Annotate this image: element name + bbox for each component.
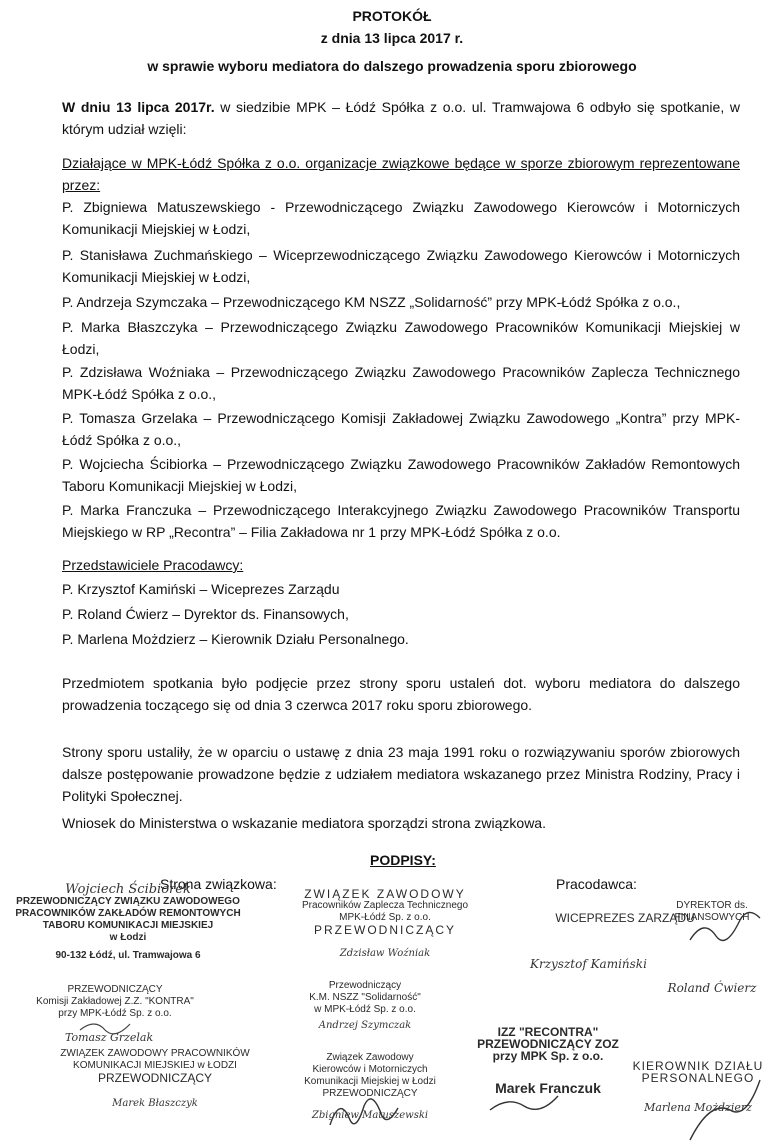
stamp-line: Przewodniczący <box>328 980 402 991</box>
union-rep-1: P. Zbigniewa Matuszewskiego - Przewodniczącego Związku Zawodowego Kierowców i Motorniczych Komunikacji Miejskiej w Łodzi, <box>62 199 740 237</box>
intro-paragraph <box>62 96 740 140</box>
signature-kaminski: Krzysztof Kamiński <box>530 957 647 971</box>
stamp-line: PRZEWODNICZĄCY ZOZ <box>477 1037 619 1051</box>
stamp-line: KOMUNIKACJI MIEJSKIEJ w ŁODZI <box>73 1060 237 1071</box>
signature-stroke <box>80 1024 130 1034</box>
signature-mozdzierz: Marlena Możdzierz <box>644 1101 752 1114</box>
stamp-line: przy MPK Sp. z o.o. <box>492 1049 604 1063</box>
signatures-heading <box>370 852 436 868</box>
document-date: z dnia 13 lipca 2017 r. <box>320 30 464 46</box>
stamp-line: PRZEWODNICZĄCY <box>314 923 456 937</box>
request-paragraph: Wniosek do Ministerstwa o wskazanie mediatora sporządzi strona związkowa. <box>62 815 546 831</box>
signature-blaszczyk: Marek Błaszczyk <box>112 1098 198 1109</box>
stamp-line: przy MPK-Łódź Sp. z o.o. <box>58 1008 172 1019</box>
stamp-line: ZWIĄZEK ZAWODOWY PRACOWNIKÓW <box>60 1048 250 1059</box>
union-rep-6: P. Tomasza Grzelaka – Przewodniczącego Komisji Zakładowej Związku Zawodowego „Kontra” przy MPK-Łódź Spółka z o.o., <box>62 410 740 448</box>
document-title: PROTOKÓŁ <box>352 8 432 24</box>
union-side-label: Strona związkowa: <box>160 876 277 892</box>
stamp-line: K.M. NSZZ "Solidarność" <box>309 992 421 1003</box>
signature-cwierz: Roland Ćwierz <box>667 981 757 995</box>
union-rep-2: P. Stanisława Zuchmańskiego – Wiceprzewodniczącego Związku Zawodowego Kierowców i Motorniczych Komunikacji Miejskiej w Łodzi, <box>62 247 740 285</box>
stamp-line: PRZEWODNICZĄCY <box>67 984 163 995</box>
stamp-line: PRZEWODNICZĄCY <box>98 1071 212 1085</box>
employer-rep-2: P. Roland Ćwierz – Dyrektor ds. Finansowych, <box>62 606 349 622</box>
stamp-line: w MPK-Łódź Sp. z o.o. <box>314 1004 416 1015</box>
stamp-line: Komisji Zakładowej Z.Z. "KONTRA" <box>36 996 194 1007</box>
employer-heading: Przedstawiciele Pracodawcy: <box>62 557 244 573</box>
signature-stroke <box>330 1099 398 1125</box>
stamp-line: PRZEWODNICZĄCY ZWIĄZKU ZAWODOWEGO <box>16 896 240 907</box>
stamp-line: IZZ "RECONTRA" <box>497 1025 599 1039</box>
unions-heading: Działające w MPK-Łódź Spółka z o.o. organizacje związkowe będące w sporze zbiorowym reprezentowane przez: <box>62 155 740 193</box>
signature-wozniak: Zdzisław Woźniak <box>339 948 431 959</box>
stamp-line: Komunikacji Miejskiej w Łodzi <box>304 1076 436 1087</box>
document-subject: w sprawie wyboru mediatora do dalszego prowadzenia sporu zbiorowego <box>147 58 637 74</box>
signature-szymczak: Andrzej Szymczak <box>318 1020 412 1031</box>
union-rep-3: P. Andrzeja Szymczaka – Przewodniczącego KM NSZZ „Solidarność” przy MPK-Łódź Spółka z o.o., <box>62 294 681 310</box>
handwritten-signature-strokes <box>0 880 784 1148</box>
signature-franczuk: Marek Franczuk <box>495 1080 601 1096</box>
intro-text: w siedzibie MPK – Łódź Spółka z o.o. ul. Tramwajowa 6 odbyło się spotkanie, w którym udział wzięli: <box>62 99 740 137</box>
signature-scibiorek: Wojciech Ścibiorek <box>65 882 191 897</box>
employer-rep-1: P. Krzysztof Kamiński – Wiceprezes Zarządu <box>62 581 340 597</box>
stamp-line: Związek Zawodowy <box>326 1052 414 1063</box>
stamp-line: 90-132 Łódź, ul. Tramwajowa 6 <box>55 950 201 961</box>
employer-side-label: Pracodawca: <box>556 876 637 892</box>
signature-stroke <box>690 912 760 940</box>
intro-date: W dniu 13 lipca 2017r. <box>62 99 215 115</box>
meeting-purpose-paragraph: Przedmiotem spotkania było podjęcie przez strony sporu ustaleń dot. wyboru mediatora do dalszego prowadzenia toczącego się od dnia 3 czerwca 2017 roku sporu zbiorowego. <box>62 675 740 713</box>
employer-rep-3: P. Marlena Możdzierz – Kierownik Działu Personalnego. <box>62 631 409 647</box>
stamp-line: MPK-Łódź Sp. z o.o. <box>339 912 431 923</box>
union-rep-8: P. Marka Franczuka – Przewodniczącego Interakcyjnego Związku Zawodowego Pracowników Transportu Miejskiego w RP „Recontra” – Filia Zakładowa nr 1 przy MPK-Łódź Spółka z o.o. <box>62 502 740 540</box>
agreement-paragraph: Strony sporu ustaliły, że w oparciu o ustawę z dnia 23 maja 1991 roku o rozwiązywaniu sporów zbiorowych dalsze postępowanie prowadzone będzie z udziałem mediatora wskazanego przez Ministra Rodziny, Pracy i Polityki Społecznej. <box>62 744 740 804</box>
stamp-line: TABORU KOMUNIKACJI MIEJSKIEJ <box>42 920 214 931</box>
stamp-line: DYREKTOR ds. FINANSOWYCH <box>674 900 750 923</box>
stamp-line: PERSONALNEGO <box>641 1071 755 1085</box>
signatures-heading-text: PODPISY: <box>370 852 436 868</box>
union-rep-7: P. Wojciecha Ścibiorka – Przewodniczącego Związku Zawodowego Pracowników Zakładów Remontowych Taboru Komunikacji Miejskiej w Łodzi, <box>62 456 740 494</box>
stamp-line: KIEROWNIK DZIAŁU <box>632 1059 764 1073</box>
stamp-line: Kierowców i Motorniczych <box>312 1064 428 1075</box>
stamp-line: WICEPREZES ZARZĄDU <box>555 911 695 925</box>
union-rep-4: P. Marka Błaszczyka – Przewodniczącego Związku Zawodowego Pracowników Komunikacji Miejskiej w Łodzi, <box>62 319 740 357</box>
stamp-line: PRZEWODNICZĄCY <box>322 1088 418 1099</box>
signature-matuszewski: Zbigniew Matuszewski <box>311 1110 429 1121</box>
signature-stroke <box>490 1096 558 1110</box>
stamp-line: w Łodzi <box>109 932 147 943</box>
signature-grzelak: Tomasz Grzelak <box>65 1031 154 1044</box>
stamp-line: PRACOWNIKÓW ZAKŁADÓW REMONTOWYCH <box>15 908 241 919</box>
stamp-line: ZWIĄZEK ZAWODOWY <box>304 887 466 901</box>
signature-stroke <box>690 1080 760 1140</box>
union-rep-5: P. Zdzisława Woźniaka – Przewodniczącego Związku Zawodowego Pracowników Zaplecza Technicznego MPK-Łódź Spółka z o.o., <box>62 364 740 402</box>
stamp-line: Pracowników Zaplecza Technicznego <box>301 900 468 911</box>
